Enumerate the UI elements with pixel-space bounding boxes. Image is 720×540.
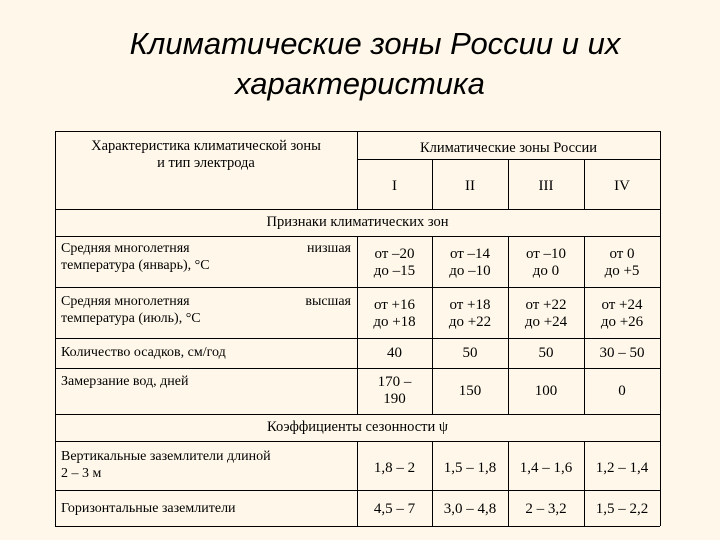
row2-label-a: Средняя многолетняя [61,294,190,309]
row2-cell-3: от +22 до +24 [524,297,568,330]
row3-cell-3: 50 [538,345,554,361]
header-zones: Климатические зоны России [419,140,598,156]
table-border-bottom [55,526,660,527]
zone-I: I [392,178,397,194]
row2-label-b: температура (июль), °C [61,311,201,326]
row4-cell-3: 100 [534,383,558,399]
row6-cell-4: 1,5 – 2,2 [595,501,649,517]
row1-cell-3: от –10 до 0 [525,246,567,279]
row3-cell-2: 50 [462,345,478,361]
table-border-left [55,131,56,526]
row1-label-a: Средняя многолетняя [61,241,190,256]
section-title-coefficients: Коэффициенты сезонности ψ [267,419,448,435]
row2-label [61,293,351,327]
row6-cell-2: 3,0 – 4,8 [443,501,497,517]
page-title-line2: характеристика [235,66,485,101]
row1-cell-1: от –20 до –15 [373,246,416,279]
zone-II: II [465,178,475,194]
row6-cell-3: 2 – 3,2 [525,501,567,517]
row1-label [61,240,351,274]
page-title-line1: Климатические зоны России и их [129,26,621,61]
row1-qualifier: низшая [307,241,351,256]
row2-cell-1: от +16 до +18 [373,297,416,330]
row3-cell-4: 30 – 50 [599,345,645,361]
row6-cell-1: 4,5 – 7 [373,501,416,517]
row2-cell-2: от +18 до +22 [448,297,492,330]
row3-label: Количество осадков, см/год [61,345,226,360]
header-characteristic: Характеристика климатической зоны и тип электрода [91,138,321,171]
table-border-right [660,131,661,526]
row5-label: Вертикальные заземлители длиной 2 – 3 м [61,449,271,481]
zone-III: III [538,178,554,194]
row1-label-b: температура (январь), °C [61,258,210,273]
row1-cell-2: от –14 до –10 [449,246,491,279]
row4-cell-4: 0 [618,383,626,399]
row3-cell-1: 40 [387,345,402,361]
section1-top-rule [55,209,660,210]
row2-cell-4: от +24 до +26 [600,297,644,330]
row4-label: Замерзание вод, дней [61,374,189,389]
zone-IV: IV [614,178,630,194]
row4-cell-1: 170 – 190 [377,374,412,407]
section-title-features: Признаки климатических зон [266,214,449,230]
row6-label: Горизонтальные заземлители [61,501,236,516]
row5-cell-4: 1,2 – 1,4 [595,460,649,476]
row5-cell-2: 1,5 – 1,8 [443,460,497,476]
row4-cell-2: 150 [458,383,482,399]
row2-qualifier: высшая [305,294,351,309]
row5-cell-1: 1,8 – 2 [373,460,416,476]
row5-cell-3: 1,4 – 1,6 [519,460,573,476]
row4-bottom-rule [55,414,660,415]
row1-cell-4: от 0 до +5 [604,246,640,279]
